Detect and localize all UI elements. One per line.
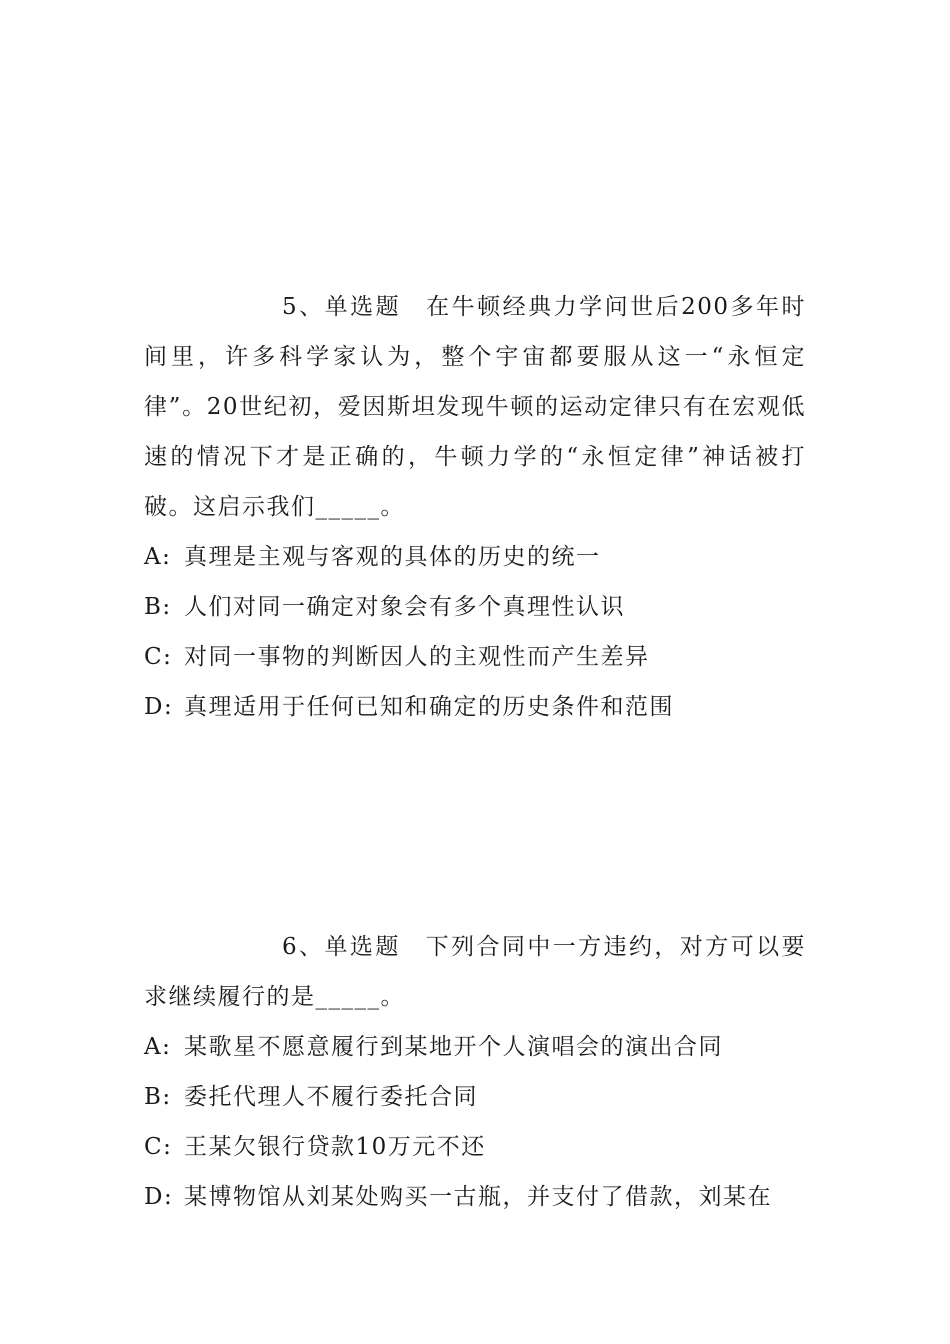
option-text: 王某欠银行贷款10万元不还 (184, 1134, 486, 1160)
question-5 (144, 282, 806, 732)
option-key: D: (144, 1184, 174, 1210)
option-d (144, 682, 806, 732)
option-text: 对同一事物的判断因人的主观性而产生差异 (184, 644, 650, 670)
option-text: 真理适用于任何已知和确定的历史条件和范围 (184, 694, 674, 720)
option-key: C: (144, 644, 173, 670)
option-text: 委托代理人不履行委托合同 (184, 1084, 478, 1110)
question-6 (144, 922, 806, 1222)
option-key: D: (144, 694, 174, 720)
question-type: 单选题 (324, 294, 402, 320)
option-key: B: (144, 594, 172, 620)
question-number: 6、 (282, 934, 325, 960)
option-a (144, 532, 806, 582)
option-key: B: (144, 1084, 172, 1110)
option-text: 人们对同一确定对象会有多个真理性认识 (184, 594, 625, 620)
option-key: A: (144, 544, 172, 570)
question-text: 在牛顿经典力学问世后200多年时间里，许多科学家认为，整个宇宙都要服从这一“永恒定律”。20世纪初，爱因斯坦发现牛顿的运动定律只有在宏观低速的情况下才是正确的，牛顿力学的“永恒定律”神话被打破。这启示我们_____。 (144, 294, 807, 520)
option-key: C: (144, 1134, 173, 1160)
option-c (144, 1122, 806, 1172)
option-d (144, 1172, 806, 1222)
option-text: 某歌星不愿意履行到某地开个人演唱会的演出合同 (184, 1034, 723, 1060)
question-number: 5、 (282, 294, 325, 320)
question-type: 单选题 (324, 934, 401, 960)
option-text: 某博物馆从刘某处购买一古瓶，并支付了借款，刘某在 (184, 1184, 772, 1210)
question-stem (144, 922, 806, 1022)
question-stem (144, 282, 806, 532)
question-text: 下列合同中一方违约，对方可以要求继续履行的是_____。 (144, 934, 807, 1010)
option-text: 真理是主观与客观的具体的历史的统一 (184, 544, 601, 570)
option-key: A: (144, 1034, 172, 1060)
option-b (144, 582, 806, 632)
option-b (144, 1072, 806, 1122)
option-a (144, 1022, 806, 1072)
option-c (144, 632, 806, 682)
